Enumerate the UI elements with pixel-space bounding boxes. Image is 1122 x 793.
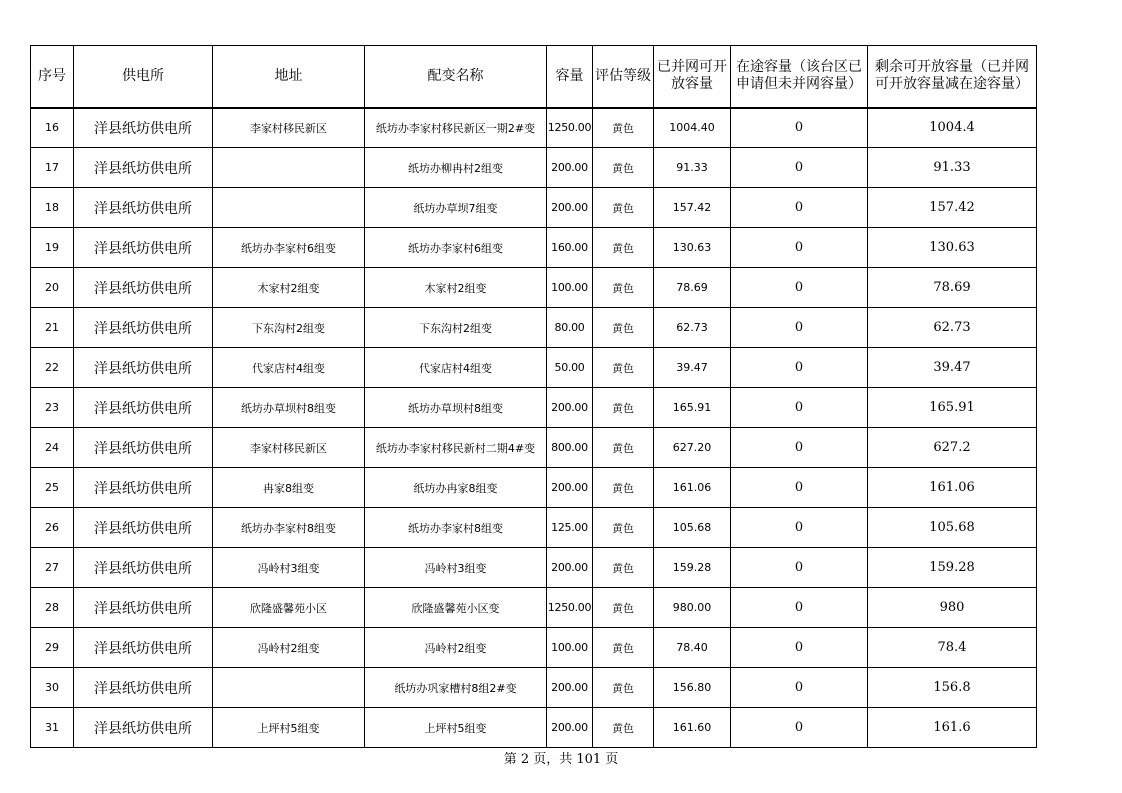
address-cell: 欣隆盛馨苑小区 <box>213 588 365 628</box>
remaining-capacity-cell: 165.91 <box>868 388 1037 428</box>
seq-cell: 25 <box>31 468 74 508</box>
open-capacity-cell: 39.47 <box>654 348 731 388</box>
open-capacity-cell: 130.63 <box>654 228 731 268</box>
transformer-name-cell: 纸坊办李家村移民新村二期4#变 <box>365 428 547 468</box>
header-office: 供电所 <box>74 46 213 108</box>
seq-cell: 31 <box>31 708 74 748</box>
table-row <box>31 468 1037 508</box>
transformer-name-cell: 纸坊办冉家8组变 <box>365 468 547 508</box>
capacity-cell: 200.00 <box>547 188 593 228</box>
seq-cell: 17 <box>31 148 74 188</box>
transformer-name-cell: 冯岭村3组变 <box>365 548 547 588</box>
header-address: 地址 <box>213 46 365 108</box>
header-open-capacity: 已并网可开放容量 <box>654 46 731 108</box>
seq-cell: 26 <box>31 508 74 548</box>
transformer-name-cell: 下东沟村2组变 <box>365 308 547 348</box>
transit-capacity-cell: 0 <box>731 548 868 588</box>
address-cell: 下东沟村2组变 <box>213 308 365 348</box>
transit-capacity-cell: 0 <box>731 708 868 748</box>
seq-cell: 21 <box>31 308 74 348</box>
header-remaining-capacity: 剩余可开放容量（已并网可开放容量减在途容量） <box>868 46 1037 108</box>
transformer-name-cell: 冯岭村2组变 <box>365 628 547 668</box>
capacity-cell: 1250.00 <box>547 108 593 148</box>
transit-capacity-cell: 0 <box>731 508 868 548</box>
transit-capacity-cell: 0 <box>731 388 868 428</box>
office-cell: 洋县纸坊供电所 <box>74 628 213 668</box>
transformer-name-cell: 纸坊办巩家槽村8组2#变 <box>365 668 547 708</box>
level-cell: 黄色 <box>593 228 654 268</box>
remaining-capacity-cell: 627.2 <box>868 428 1037 468</box>
transformer-name-cell: 纸坊办草坝村8组变 <box>365 388 547 428</box>
remaining-capacity-cell: 39.47 <box>868 348 1037 388</box>
header-seq: 序号 <box>31 46 74 108</box>
address-cell: 木家村2组变 <box>213 268 365 308</box>
capacity-cell: 200.00 <box>547 468 593 508</box>
remaining-capacity-cell: 62.73 <box>868 308 1037 348</box>
address-cell: 代家店村4组变 <box>213 348 365 388</box>
level-cell: 黄色 <box>593 188 654 228</box>
header-transformer-name: 配变名称 <box>365 46 547 108</box>
seq-cell: 22 <box>31 348 74 388</box>
transit-capacity-cell: 0 <box>731 628 868 668</box>
open-capacity-cell: 156.80 <box>654 668 731 708</box>
level-cell: 黄色 <box>593 148 654 188</box>
table-row <box>31 628 1037 668</box>
capacity-cell: 200.00 <box>547 668 593 708</box>
transit-capacity-cell: 0 <box>731 308 868 348</box>
table-row <box>31 588 1037 628</box>
open-capacity-cell: 78.40 <box>654 628 731 668</box>
table-row <box>31 108 1037 148</box>
open-capacity-cell: 62.73 <box>654 308 731 348</box>
transformer-name-cell: 纸坊办李家村6组变 <box>365 228 547 268</box>
transit-capacity-cell: 0 <box>731 348 868 388</box>
capacity-cell: 1250.00 <box>547 588 593 628</box>
office-cell: 洋县纸坊供电所 <box>74 108 213 148</box>
transit-capacity-cell: 0 <box>731 668 868 708</box>
level-cell: 黄色 <box>593 308 654 348</box>
capacity-cell: 160.00 <box>547 228 593 268</box>
address-cell: 冯岭村3组变 <box>213 548 365 588</box>
remaining-capacity-cell: 91.33 <box>868 148 1037 188</box>
level-cell: 黄色 <box>593 108 654 148</box>
transit-capacity-cell: 0 <box>731 108 868 148</box>
header-capacity: 容量 <box>547 46 593 108</box>
office-cell: 洋县纸坊供电所 <box>74 228 213 268</box>
table-row <box>31 308 1037 348</box>
open-capacity-cell: 157.42 <box>654 188 731 228</box>
seq-cell: 23 <box>31 388 74 428</box>
table-row <box>31 428 1037 468</box>
capacity-cell: 200.00 <box>547 548 593 588</box>
level-cell: 黄色 <box>593 508 654 548</box>
office-cell: 洋县纸坊供电所 <box>74 308 213 348</box>
remaining-capacity-cell: 156.8 <box>868 668 1037 708</box>
seq-cell: 24 <box>31 428 74 468</box>
seq-cell: 29 <box>31 628 74 668</box>
table-row <box>31 188 1037 228</box>
address-cell: 上坪村5组变 <box>213 708 365 748</box>
capacity-cell: 100.00 <box>547 268 593 308</box>
transformer-name-cell: 纸坊办李家村8组变 <box>365 508 547 548</box>
address-cell: 李家村移民新区 <box>213 428 365 468</box>
transit-capacity-cell: 0 <box>731 468 868 508</box>
address-cell: 纸坊办草坝村8组变 <box>213 388 365 428</box>
address-cell: 冉家8组变 <box>213 468 365 508</box>
open-capacity-cell: 159.28 <box>654 548 731 588</box>
open-capacity-cell: 91.33 <box>654 148 731 188</box>
table-row <box>31 348 1037 388</box>
capacity-cell: 100.00 <box>547 628 593 668</box>
office-cell: 洋县纸坊供电所 <box>74 188 213 228</box>
seq-cell: 20 <box>31 268 74 308</box>
remaining-capacity-cell: 78.69 <box>868 268 1037 308</box>
table-row <box>31 668 1037 708</box>
transformer-name-cell: 木家村2组变 <box>365 268 547 308</box>
capacity-cell: 200.00 <box>547 388 593 428</box>
capacity-table <box>30 45 1037 748</box>
address-cell <box>213 148 365 188</box>
table-row <box>31 508 1037 548</box>
level-cell: 黄色 <box>593 468 654 508</box>
remaining-capacity-cell: 159.28 <box>868 548 1037 588</box>
open-capacity-cell: 161.06 <box>654 468 731 508</box>
level-cell: 黄色 <box>593 348 654 388</box>
transformer-name-cell: 欣隆盛馨苑小区变 <box>365 588 547 628</box>
office-cell: 洋县纸坊供电所 <box>74 508 213 548</box>
address-cell: 李家村移民新区 <box>213 108 365 148</box>
open-capacity-cell: 78.69 <box>654 268 731 308</box>
office-cell: 洋县纸坊供电所 <box>74 588 213 628</box>
address-cell: 纸坊办李家村8组变 <box>213 508 365 548</box>
transit-capacity-cell: 0 <box>731 228 868 268</box>
remaining-capacity-cell: 105.68 <box>868 508 1037 548</box>
open-capacity-cell: 980.00 <box>654 588 731 628</box>
office-cell: 洋县纸坊供电所 <box>74 668 213 708</box>
office-cell: 洋县纸坊供电所 <box>74 548 213 588</box>
transformer-name-cell: 纸坊办李家村移民新区一期2#变 <box>365 108 547 148</box>
office-cell: 洋县纸坊供电所 <box>74 348 213 388</box>
level-cell: 黄色 <box>593 708 654 748</box>
table-row <box>31 548 1037 588</box>
address-cell <box>213 668 365 708</box>
seq-cell: 28 <box>31 588 74 628</box>
seq-cell: 18 <box>31 188 74 228</box>
capacity-cell: 50.00 <box>547 348 593 388</box>
capacity-cell: 125.00 <box>547 508 593 548</box>
open-capacity-cell: 627.20 <box>654 428 731 468</box>
remaining-capacity-cell: 130.63 <box>868 228 1037 268</box>
open-capacity-cell: 165.91 <box>654 388 731 428</box>
transformer-name-cell: 纸坊办柳冉村2组变 <box>365 148 547 188</box>
office-cell: 洋县纸坊供电所 <box>74 148 213 188</box>
office-cell: 洋县纸坊供电所 <box>74 428 213 468</box>
capacity-cell: 80.00 <box>547 308 593 348</box>
seq-cell: 30 <box>31 668 74 708</box>
capacity-cell: 200.00 <box>547 708 593 748</box>
table-row <box>31 148 1037 188</box>
transformer-name-cell: 纸坊办草坝7组变 <box>365 188 547 228</box>
level-cell: 黄色 <box>593 628 654 668</box>
table-row <box>31 708 1037 748</box>
address-cell: 冯岭村2组变 <box>213 628 365 668</box>
office-cell: 洋县纸坊供电所 <box>74 268 213 308</box>
transit-capacity-cell: 0 <box>731 188 868 228</box>
open-capacity-cell: 105.68 <box>654 508 731 548</box>
transformer-name-cell: 上坪村5组变 <box>365 708 547 748</box>
table-row <box>31 268 1037 308</box>
office-cell: 洋县纸坊供电所 <box>74 708 213 748</box>
seq-cell: 16 <box>31 108 74 148</box>
level-cell: 黄色 <box>593 548 654 588</box>
office-cell: 洋县纸坊供电所 <box>74 468 213 508</box>
level-cell: 黄色 <box>593 428 654 468</box>
level-cell: 黄色 <box>593 268 654 308</box>
remaining-capacity-cell: 1004.4 <box>868 108 1037 148</box>
level-cell: 黄色 <box>593 588 654 628</box>
page-number-footer: 第 2 页，共 101 页 <box>503 752 619 767</box>
remaining-capacity-cell: 980 <box>868 588 1037 628</box>
address-cell <box>213 188 365 228</box>
open-capacity-cell: 1004.40 <box>654 108 731 148</box>
open-capacity-cell: 161.60 <box>654 708 731 748</box>
level-cell: 黄色 <box>593 668 654 708</box>
transit-capacity-cell: 0 <box>731 428 868 468</box>
remaining-capacity-cell: 161.06 <box>868 468 1037 508</box>
seq-cell: 27 <box>31 548 74 588</box>
transit-capacity-cell: 0 <box>731 148 868 188</box>
seq-cell: 19 <box>31 228 74 268</box>
header-assessment-level: 评估等级 <box>593 46 654 108</box>
capacity-cell: 200.00 <box>547 148 593 188</box>
transit-capacity-cell: 0 <box>731 588 868 628</box>
table-row <box>31 228 1037 268</box>
table-row <box>31 388 1037 428</box>
remaining-capacity-cell: 161.6 <box>868 708 1037 748</box>
transit-capacity-cell: 0 <box>731 268 868 308</box>
remaining-capacity-cell: 157.42 <box>868 188 1037 228</box>
header-transit-capacity: 在途容量（该台区已申请但未并网容量） <box>731 46 868 108</box>
transformer-name-cell: 代家店村4组变 <box>365 348 547 388</box>
remaining-capacity-cell: 78.4 <box>868 628 1037 668</box>
level-cell: 黄色 <box>593 388 654 428</box>
address-cell: 纸坊办李家村6组变 <box>213 228 365 268</box>
office-cell: 洋县纸坊供电所 <box>74 388 213 428</box>
header-row <box>31 46 1037 108</box>
capacity-cell: 800.00 <box>547 428 593 468</box>
